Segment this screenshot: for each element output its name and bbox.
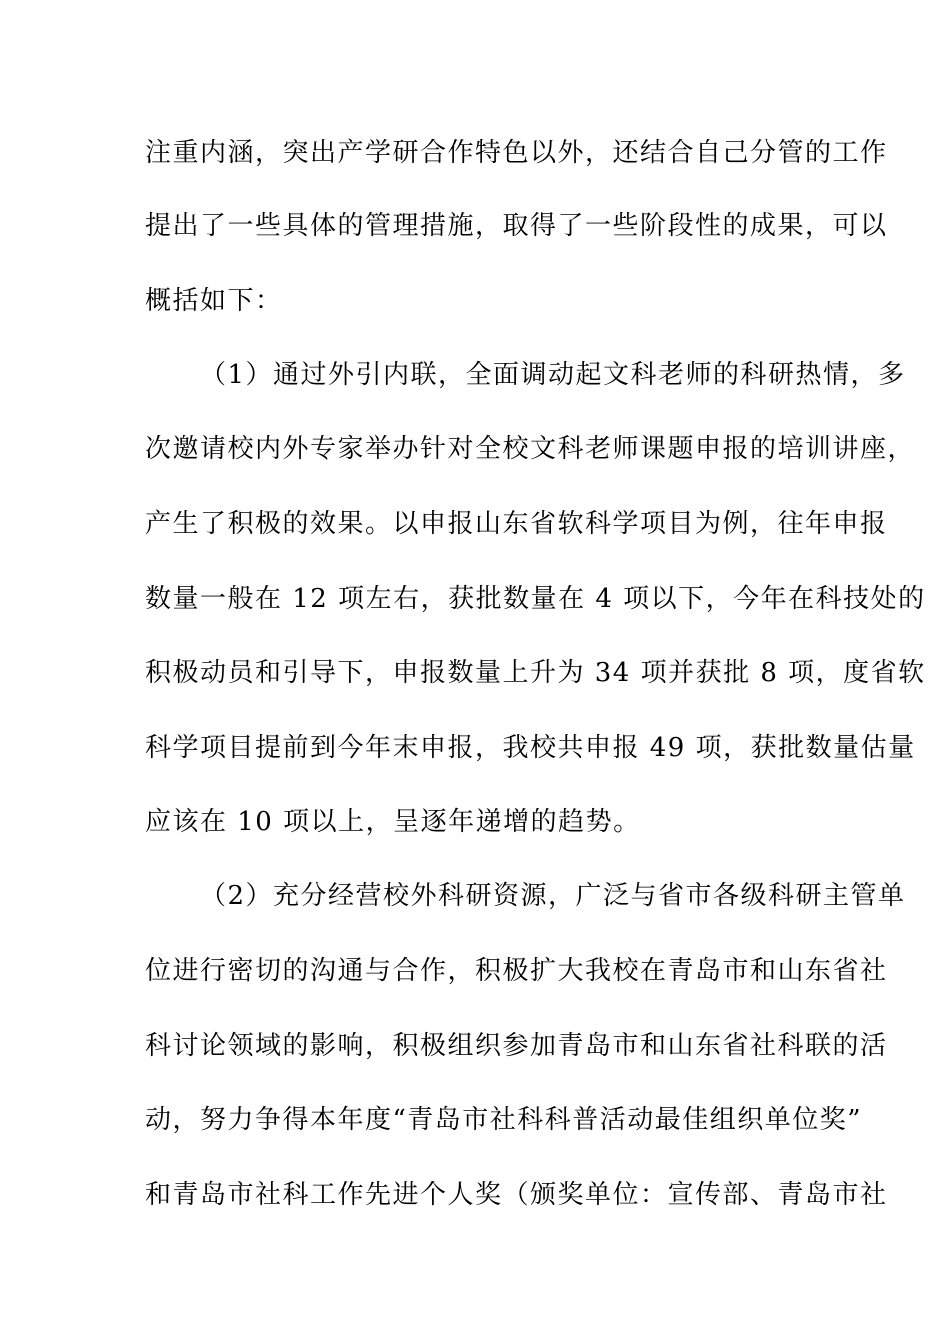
paragraph-line-13: 科讨论领域的影响，积极组织参加青岛市和山东省社科联的活 <box>145 1031 888 1061</box>
paragraph-line-7: 数量一般在 12 项左右，获批数量在 4 项以下，今年在科技处的 <box>145 584 926 614</box>
paragraph-line-5: 次邀请校内外专家举办针对全校文科老师课题申报的培训讲座， <box>145 434 916 464</box>
paragraph-line-11: （2）充分经营校外科研资源，广泛与省市各级科研主管单 <box>200 881 906 911</box>
paragraph-line-2: 提出了一些具体的管理措施，取得了一些阶段性的成果，可以 <box>145 211 888 241</box>
paragraph-line-8: 积极动员和引导下，申报数量上升为 34 项并获批 8 项，度省软 <box>145 658 926 688</box>
paragraph-line-9: 科学项目提前到今年末申报，我校共申报 49 项，获批数量估量 <box>145 733 916 763</box>
paragraph-line-1: 注重内涵，突出产学研合作特色以外，还结合自己分管的工作 <box>145 138 888 168</box>
paragraph-line-4: （1）通过外引内联，全面调动起文科老师的科研热情，多 <box>200 360 906 390</box>
paragraph-line-3: 概括如下： <box>145 286 283 316</box>
paragraph-line-15: 和青岛市社科工作先进个人奖（颁奖单位：宣传部、青岛市社 <box>145 1180 888 1210</box>
paragraph-line-12: 位进行密切的沟通与合作，积极扩大我校在青岛市和山东省社 <box>145 956 888 986</box>
paragraph-line-14: 动，努力争得本年度“青岛市社科科普活动最佳组织单位奖” <box>145 1105 863 1135</box>
paragraph-line-10: 应该在 10 项以上，呈逐年递增的趋势。 <box>145 807 641 837</box>
paragraph-line-6: 产生了积极的效果。以申报山东省软科学项目为例，往年申报 <box>145 509 888 539</box>
